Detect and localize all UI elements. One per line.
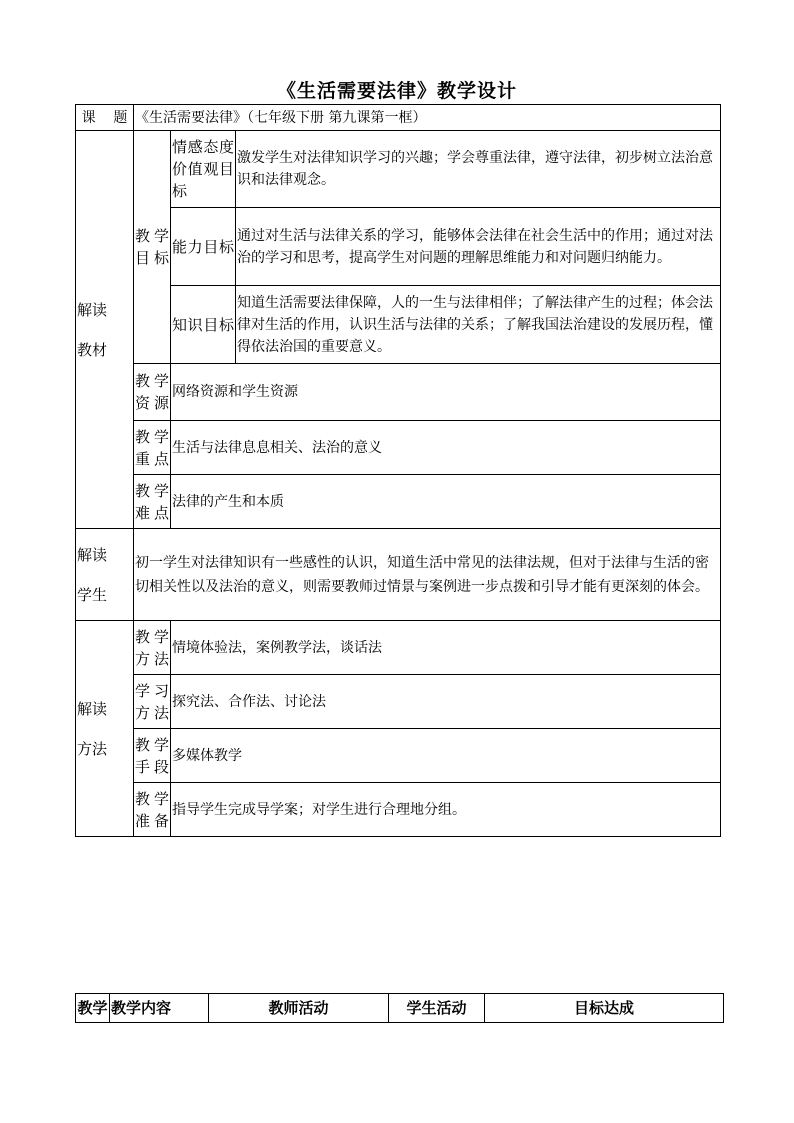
student-text: 初一学生对法律知识有一些感性的认识，知道生活中常见的法律法规，但对于法律与生活的密切相关性以及法治的意义，则需要教师过情景与案例进一步点拨和引导才能有更深刻的体会。 — [134, 529, 721, 621]
difficulties-row — [76, 475, 721, 529]
method-text-prep: 指导学生完成导学案；对学生进行合理地分组。 — [171, 783, 721, 837]
method-label-teaching: 教学方法 — [134, 621, 171, 675]
method-label-means: 教学手段 — [134, 729, 171, 783]
method-label-prep: 教学准备 — [134, 783, 171, 837]
student-row — [76, 529, 721, 621]
goal-label-knowledge: 知识目标 — [171, 286, 236, 364]
course-label: 课 题 — [76, 105, 134, 131]
page-title: 《生活需要法律》教学设计 — [276, 80, 517, 102]
method-row-teaching — [76, 621, 721, 675]
goal-text-ability: 通过对生活与法律关系的学习，能够体会法律在社会生活中的作用；通过对法治的学习和思考，提高学生对问题的理解思维能力和对问题归纳能力。 — [236, 208, 721, 286]
course-value: 《生活需要法律》（七年级下册 第九课第一框） — [134, 105, 721, 131]
resources-row — [76, 364, 721, 421]
section-label-xuesheng: 解读 学生 — [76, 529, 134, 621]
method-text-learning: 探究法、合作法、讨论法 — [171, 675, 721, 729]
goal-row-emotion — [76, 131, 721, 208]
key-points-label: 教学重点 — [134, 421, 171, 475]
process-table-header — [75, 993, 724, 1023]
goal-row-knowledge — [76, 286, 721, 364]
lesson-plan-table — [75, 104, 721, 837]
goal-text-emotion: 激发学生对法律知识学习的兴趣；学会尊重法律，遵守法律，初步树立法治意识和法律观念。 — [236, 131, 721, 208]
method-row-means — [76, 729, 721, 783]
method-text-means: 多媒体教学 — [171, 729, 721, 783]
difficulties-text: 法律的产生和本质 — [171, 475, 721, 529]
goal-row-ability — [76, 208, 721, 286]
method-label-learning: 学习方法 — [134, 675, 171, 729]
method-row-learning — [76, 675, 721, 729]
goal-label-emotion: 情感态度价值观目标 — [171, 131, 236, 208]
goal-label-ability: 能力目标 — [171, 208, 236, 286]
resources-text: 网络资源和学生资源 — [171, 364, 721, 421]
key-points-text: 生活与法律息息相关、法治的意义 — [171, 421, 721, 475]
resources-label: 教学资源 — [134, 364, 171, 421]
difficulties-label: 教学难点 — [134, 475, 171, 529]
course-row — [76, 105, 721, 131]
process-header-row — [76, 994, 724, 1023]
method-row-prep — [76, 783, 721, 837]
header-cell-content: 教学内容 — [110, 994, 209, 1023]
header-cell-student: 学生活动 — [389, 994, 485, 1023]
key-points-row — [76, 421, 721, 475]
method-text-teaching: 情境体验法，案例教学法，谈话法 — [171, 621, 721, 675]
goals-label: 教学目标 — [134, 131, 171, 364]
header-cell-teacher: 教师活动 — [209, 994, 389, 1023]
header-cell-stage: 教学 — [76, 994, 110, 1023]
section-label-fangfa: 解读 方法 — [76, 621, 134, 837]
goal-text-knowledge: 知道生活需要法律保障，人的一生与法律相伴；了解法律产生的过程；体会法律对生活的作用，认识生活与法律的关系；了解我国法治建设的发展历程，懂得依法治国的重要意义。 — [236, 286, 721, 364]
section-label-jiaocai: 解读 教材 — [76, 131, 134, 529]
header-cell-goal: 目标达成 — [485, 994, 724, 1023]
